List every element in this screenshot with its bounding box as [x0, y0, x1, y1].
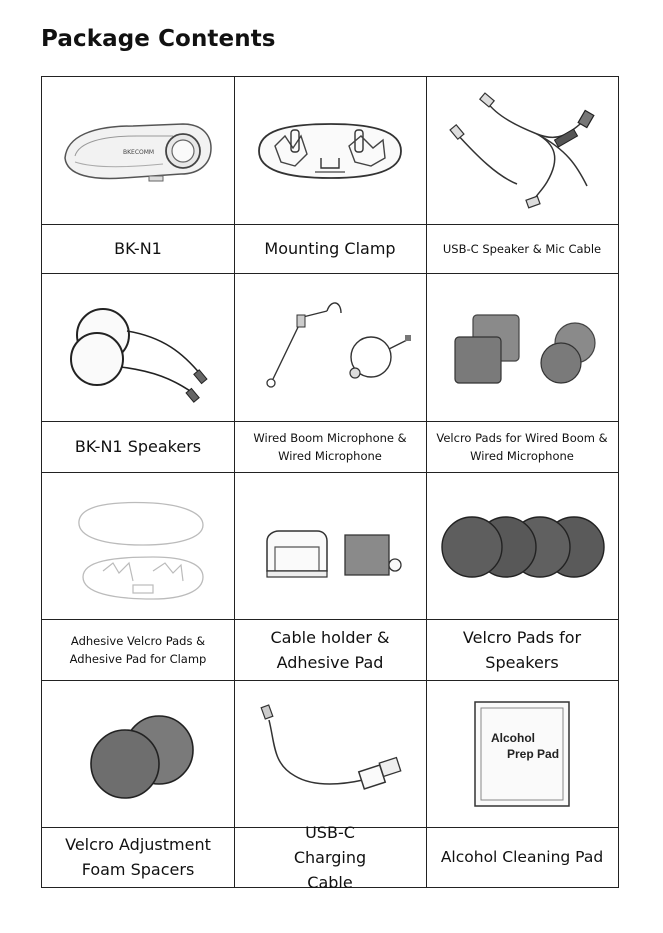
item-image-bk-n1: [42, 77, 234, 224]
item-image-cable-holder: [234, 472, 426, 619]
alcohol-pad-print-line: Prep Pad: [507, 746, 560, 761]
package-contents-table: [41, 76, 619, 892]
page-title: Package Contents: [41, 26, 276, 52]
item-image-velcro-pads-mic: [426, 273, 618, 421]
item-label: BK-N1 Speakers: [74, 437, 202, 456]
item-label: Velcro Pads for Wired Boom & Wired Microphone: [436, 430, 608, 463]
item-label-cell: [234, 822, 426, 892]
intercom-brand-text: BKECOMM: [123, 148, 155, 156]
item-label-cell: [426, 224, 618, 273]
item-label-cell: [42, 224, 234, 273]
item-label-cell: [234, 619, 426, 680]
item-label-cell: [42, 421, 234, 472]
item-image-velcro-pads-speakers: [426, 472, 618, 619]
item-label-cell: [42, 827, 234, 887]
alcohol-pad-icon: [437, 694, 607, 814]
item-label-cell: [426, 827, 618, 887]
usb-c-cable-icon: [245, 694, 415, 814]
item-label: Cable holder & Adhesive Pad: [270, 627, 390, 672]
item-label: Velcro Adjustment Foam Spacers: [65, 835, 211, 879]
item-label: Wired Boom Microphone & Wired Microphone: [253, 430, 407, 463]
boom-microphone-icon: [245, 287, 415, 407]
item-image-speaker-mic-cable: [426, 77, 618, 224]
item-label: Velcro Pads for Speakers: [462, 627, 582, 672]
item-image-mounting-clamp: [234, 77, 426, 224]
alcohol-pad-print-line: Alcohol: [491, 730, 535, 745]
item-image-speakers: [42, 273, 234, 421]
item-image-boom-mic: [234, 273, 426, 421]
mounting-clamp-icon: [245, 96, 415, 206]
item-label: Mounting Clamp: [264, 239, 396, 258]
velcro-pads-speakers-icon: [434, 491, 610, 601]
speaker-mic-cable-icon: [437, 86, 607, 216]
item-label-cell: [42, 619, 234, 680]
item-label: Adhesive Velcro Pads & Adhesive Pad for Clamp: [69, 633, 207, 666]
item-image-foam-spacers: [42, 680, 234, 827]
item-image-adhesive-pads: [42, 472, 234, 619]
item-label: BK-N1: [114, 239, 162, 258]
item-label: USB-C Charging Cable: [293, 822, 367, 892]
item-label: Alcohol Cleaning Pad: [440, 847, 604, 866]
cable-holder-icon: [245, 491, 415, 601]
item-image-alcohol-pad: [426, 680, 618, 827]
velcro-pads-mic-icon: [437, 287, 607, 407]
foam-spacers-icon: [53, 694, 223, 814]
item-label-cell: [234, 224, 426, 273]
item-label-cell: [234, 421, 426, 472]
item-label-cell: [426, 421, 618, 472]
item-image-usb-c-cable: [234, 680, 426, 827]
item-label: USB-C Speaker & Mic Cable: [442, 241, 602, 256]
item-label-cell: [426, 619, 618, 680]
adhesive-pads-icon: [53, 481, 223, 611]
speakers-icon: [53, 287, 223, 407]
intercom-unit-icon: [53, 96, 223, 206]
